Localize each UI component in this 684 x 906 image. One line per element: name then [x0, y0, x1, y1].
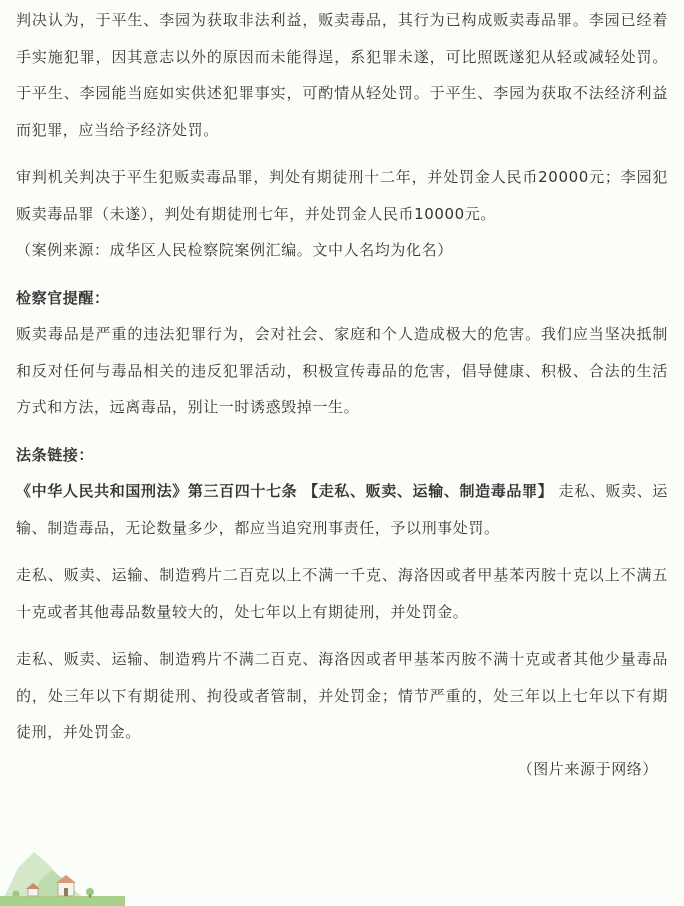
law-article-paragraph [16, 473, 668, 546]
image-source-note: （图片来源于网络） [517, 759, 658, 778]
law-article-text: 走私、贩卖、运输、制造毒品，无论数量多少，都应当追究刑事责任，予以刑事处罚。 [16, 482, 668, 537]
village-landscape-icon [0, 838, 125, 906]
case-source-note: （案例来源：成华区人民检察院案例汇编。文中人名均为化名） [16, 241, 453, 259]
law-clause-large-quantity: 走私、贩卖、运输、制造鸦片二百克以上不满一千克、海洛因或者甲基苯丙胺十克以上不满五十克或者其他毒品数量较大的，处七年以上有期徒刑，并处罚金。 [16, 566, 668, 621]
sentence-paragraph: 审判机关判决于平生犯贩卖毒品罪，判处有期徒刑十二年，并处罚金人民币20000元；李园犯贩卖毒品罪（未遂），判处有期徒刑七年，并处罚金人民币10000元。 [16, 168, 668, 223]
article-content [16, 2, 668, 787]
verdict-paragraph: 判决认为，于平生、李园为获取非法利益，贩卖毒品，其行为已构成贩卖毒品罪。李园已经着手实施犯罪，因其意志以外的原因而未能得逞，系犯罪未遂，可比照既遂犯从轻或减轻处罚。于平生、李园能当庭如实供述犯罪事实，可酌情从轻处罚。于平生、李园为获取不法经济利益而犯罪，应当给予经济处罚。 [16, 11, 668, 139]
law-article-title: 《中华人民共和国刑法》第三百四十七条 【走私、贩卖、运输、制造毒品罪】 [16, 482, 554, 500]
law-link-heading: 法条链接： [16, 445, 95, 464]
law-clause-small-quantity: 走私、贩卖、运输、制造鸦片不满二百克、海洛因或者甲基苯丙胺不满十克或者其他少量毒品的，处三年以下有期徒刑、拘役或者管制，并处罚金；情节严重的，处三年以上七年以下有期徒刑，并处罚金。 [16, 650, 668, 741]
prosecutor-reminder-heading: 检察官提醒： [16, 288, 110, 307]
prosecutor-reminder-text: 贩卖毒品是严重的违法犯罪行为，会对社会、家庭和个人造成极大的危害。我们应当坚决抵制和反对任何与毒品相关的违反犯罪活动，积极宣传毒品的危害，倡导健康、积极、合法的生活方式和方法，远离毒品，别让一时诱惑毁掉一生。 [16, 325, 668, 416]
